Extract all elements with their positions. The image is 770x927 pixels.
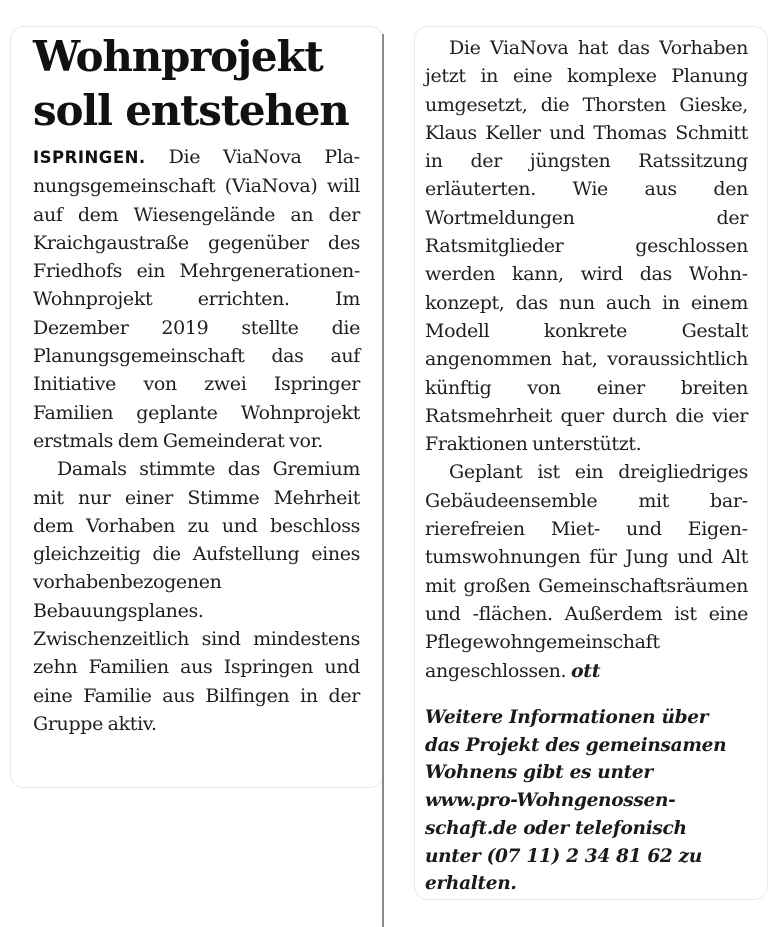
paragraph-1-text: Die ViaNova Planungsgemeinschaft (ViaNova) will auf dem Wiesengelände an der Kraichgaustraße gegenüber des Friedhofs ein Mehrgenerationen-Wohnprojekt errichten. Im Dezember 2019 stellte die Planungsgemeinschaft das auf Initiative von zwei Ispringer Familien geplante Wohnprojekt erstmals dem Gemeinderat vor. bbox=[33, 146, 360, 452]
dateline: ISPRINGEN. bbox=[33, 148, 146, 167]
info-line: Weitere Informationen über bbox=[425, 707, 709, 728]
headline-line-2: soll entstehen bbox=[33, 86, 349, 135]
paragraph-4 bbox=[425, 458, 748, 684]
headline-line-1: Wohnprojekt bbox=[33, 32, 323, 81]
article-column-left bbox=[33, 143, 360, 738]
author-signature: ott bbox=[570, 659, 601, 682]
column-divider bbox=[382, 34, 384, 927]
info-line-website: www.pro-Wohngenossen- bbox=[425, 790, 676, 812]
article-headline bbox=[33, 30, 378, 138]
info-line-website: schaft.de oder telefonisch bbox=[425, 817, 687, 839]
info-line: das Projekt des gemeinsamen bbox=[425, 734, 727, 756]
paragraph-3: Die ViaNova hat das Vorhaben jetzt in eine komplexe Planung umgesetzt, die Thorsten Gieske, Klaus Keller und Thomas Schmitt in der jüngsten Ratssitzung erläuterten. Wie aus den Wortmeldungen der Ratsmitglieder geschlossen werden kann, wird das Wohnkonzept, das nun auch in einem Modell konkrete Gestalt angenommen hat, voraussichtlich künftig von einer breiten Ratsmehrheit quer durch die vier Fraktionen unterstützt. bbox=[425, 37, 748, 456]
info-line-phone: unter (07 11) 2 34 81 62 zu bbox=[425, 845, 703, 867]
info-line: erhalten. bbox=[425, 873, 517, 895]
article-column-right bbox=[425, 34, 748, 685]
paragraph-2: Damals stimmte das Gremium mit nur einer Stimme Mehrheit dem Vorhaben zu und beschloss gleichzeitig die Aufstellung eines vorhabenbezogenen Bebauungsplanes. Zwischenzeitlich sind mindestens zehn Familien aus Ispringen und eine Familie aus Bilfingen in der Gruppe aktiv. bbox=[33, 458, 360, 735]
paragraph-1 bbox=[33, 143, 360, 455]
info-box bbox=[425, 704, 745, 898]
info-line: Wohnens gibt es unter bbox=[425, 762, 653, 784]
paragraph-4-text: Geplant ist ein dreigliedriges Gebäudeensemble mit barrierefreien Miet- und Eigentumswohnungen für Jung und Alt mit großen Gemeinschaftsräumen und -flächen. Außerdem ist eine Pflegewohngemeinschaft angeschlossen. bbox=[425, 461, 748, 682]
